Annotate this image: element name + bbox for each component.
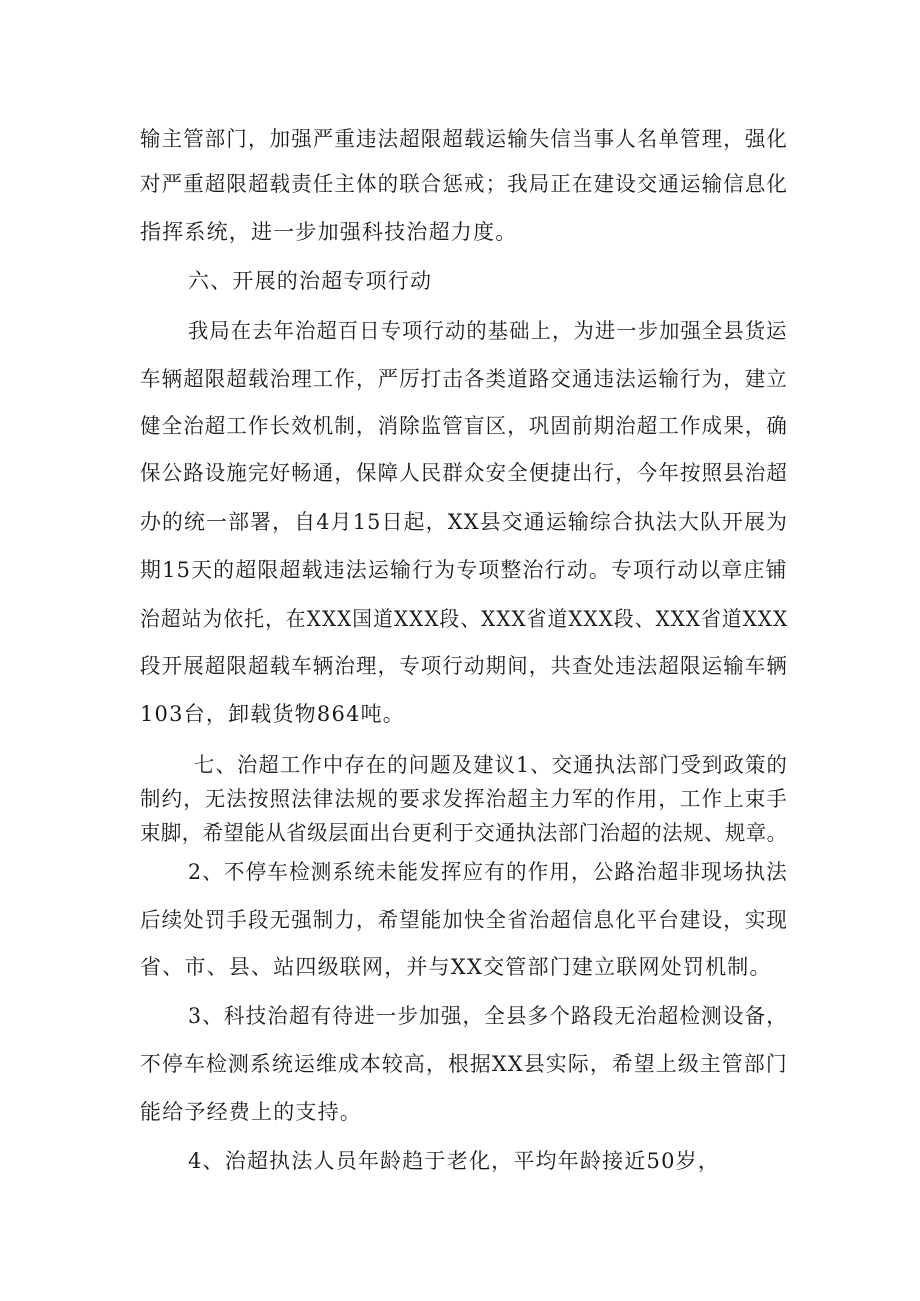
section-heading: 七、治超工作中存在的问题及建议1、交通执法部门受到政策的 bbox=[194, 753, 788, 777]
text-line: 103台，卸载货物864吨。 bbox=[140, 702, 405, 726]
text-line: 束脚，希望能从省级层面出台更利于交通执法部门治超的法规、规章。 bbox=[140, 821, 788, 845]
text-line: 3、科技治超有待进一步加强，全县多个路段无治超检测设备， bbox=[188, 1004, 788, 1028]
section-heading: 六、开展的治超专项行动 bbox=[188, 269, 433, 293]
text-line: 能给予经费上的支持。 bbox=[140, 1100, 362, 1124]
text-line: 健全治超工作长效机制，消除监管盲区，巩固前期治超工作成果，确 bbox=[140, 414, 789, 438]
text-line: 办的统一部署，自4月15日起，XX县交通运输综合执法大队开展为 bbox=[140, 510, 789, 534]
text-line: 段开展超限超载车辆治理，专项行动期间，共查处违法超限运输车辆 bbox=[140, 654, 789, 678]
text-line: 省、市、县、站四级联网，并与XX交管部门建立联网处罚机制。 bbox=[140, 955, 772, 979]
text-line: 2、不停车检测系统未能发挥应有的作用，公路治超非现场执法 bbox=[188, 860, 788, 884]
text-line: 输主管部门，加强严重违法超限超载运输失信当事人名单管理，强化 bbox=[140, 127, 789, 151]
text-line: 治超站为依托，在XXX国道XXX段、XXX省道XXX段、XXX省道XXX bbox=[140, 607, 789, 631]
text-line: 4、治超执法人员年龄趋于老化，平均年龄接近50岁， bbox=[188, 1149, 721, 1173]
text-line: 指挥系统，进一步加强科技治超力度。 bbox=[140, 220, 518, 244]
text-line: 期15天的超限超载违法运输行为专项整治行动。专项行动以章庄铺 bbox=[140, 558, 788, 582]
text-line: 保公路设施完好畅通，保障人民群众安全便捷出行，今年按照县治超 bbox=[140, 461, 789, 485]
text-line: 制约，无法按照法律法规的要求发挥治超主力军的作用，工作上束手 bbox=[140, 787, 789, 811]
text-line: 后续处罚手段无强制力，希望能加快全省治超信息化平台建设，实现 bbox=[140, 908, 789, 932]
text-line: 车辆超限超载治理工作，严厉打击各类道路交通违法运输行为，建立 bbox=[140, 367, 789, 391]
text-line: 不停车检测系统运维成本较高，根据XX县实际，希望上级主管部门 bbox=[140, 1052, 788, 1076]
text-line: 我局在去年治超百日专项行动的基础上，为进一步加强全县货运 bbox=[188, 319, 788, 343]
text-line: 对严重超限超载责任主体的联合惩戒；我局正在建设交通运输信息化 bbox=[140, 172, 789, 196]
